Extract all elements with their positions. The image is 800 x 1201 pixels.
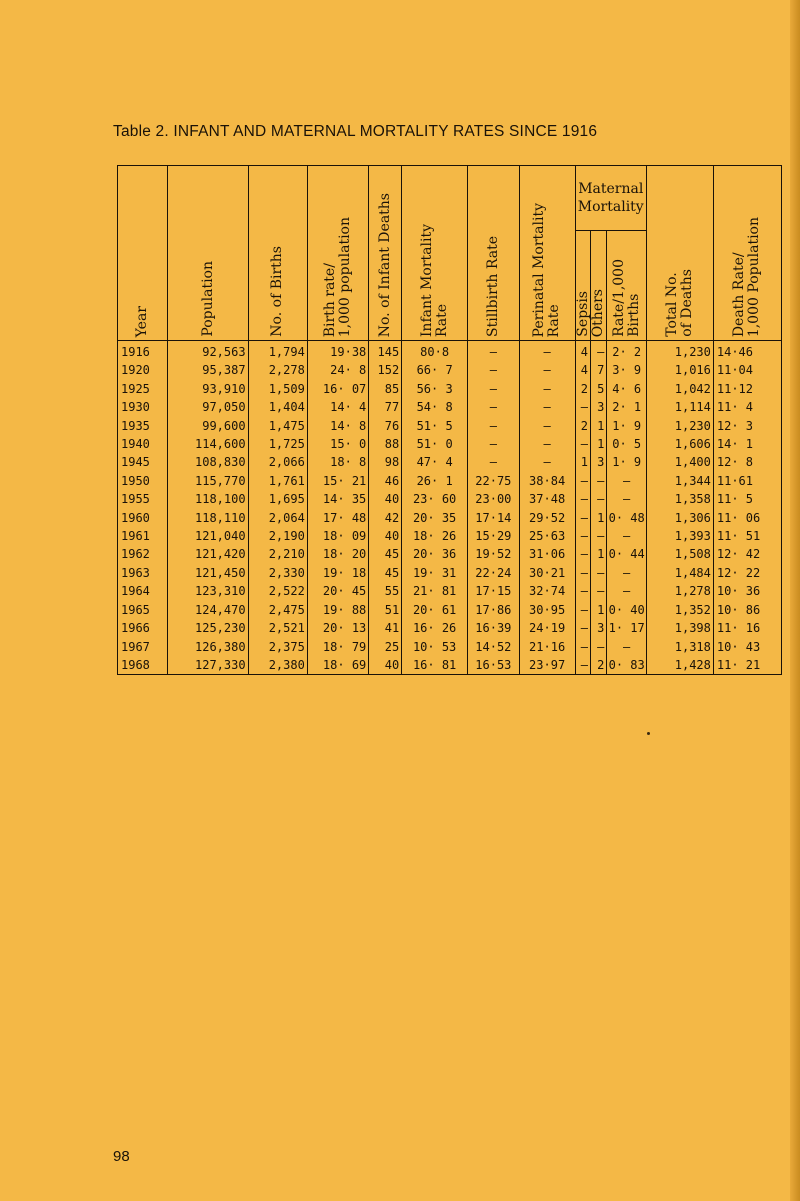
- table-cell: 1,016: [646, 361, 713, 379]
- table-row: [118, 527, 782, 545]
- table-row: [118, 490, 782, 508]
- table-cell: 22·24: [468, 564, 520, 582]
- table-cell: 12· 22: [713, 564, 781, 582]
- table-cell: –: [468, 341, 520, 362]
- table-cell: 2,330: [248, 564, 307, 582]
- table-cell: 80·8: [402, 341, 468, 362]
- table-cell: –: [590, 582, 606, 600]
- table-cell: 1,404: [248, 398, 307, 416]
- table-cell: 1,400: [646, 453, 713, 471]
- table-cell: 3· 9: [607, 361, 647, 379]
- table-cell: 20· 13: [307, 619, 368, 637]
- table-cell: 46: [369, 472, 402, 490]
- table-cell: 22·75: [468, 472, 520, 490]
- table-cell: 17· 48: [307, 509, 368, 527]
- table-cell: 20· 61: [402, 601, 468, 619]
- table-cell: 20· 35: [402, 509, 468, 527]
- table-cell: 11· 16: [713, 619, 781, 637]
- table-cell: 16· 07: [307, 380, 368, 398]
- table-cell: 4: [575, 341, 590, 362]
- table-cell: 51· 5: [402, 417, 468, 435]
- table-cell: 1920: [118, 361, 168, 379]
- table-cell: 118,110: [168, 509, 248, 527]
- table-cell: 1,695: [248, 490, 307, 508]
- header-total-deaths: Total No. of Deaths: [646, 166, 713, 341]
- table-cell: –: [575, 582, 590, 600]
- table-cell: 1,393: [646, 527, 713, 545]
- table-cell: 25: [369, 638, 402, 656]
- table-cell: 99,600: [168, 417, 248, 435]
- table-cell: –: [607, 564, 647, 582]
- table-cell: 31·06: [519, 545, 575, 563]
- table-cell: –: [575, 490, 590, 508]
- table-cell: 11·61: [713, 472, 781, 490]
- table-cell: 0· 44: [607, 545, 647, 563]
- table-cell: 1,042: [646, 380, 713, 398]
- table-cell: 3: [590, 619, 606, 637]
- table-cell: 3: [590, 453, 606, 471]
- table-cell: –: [575, 527, 590, 545]
- table-cell: 30·95: [519, 601, 575, 619]
- table-cell: 0· 48: [607, 509, 647, 527]
- table-cell: 21·16: [519, 638, 575, 656]
- table-row: [118, 564, 782, 582]
- table-cell: 1,761: [248, 472, 307, 490]
- table-cell: 1963: [118, 564, 168, 582]
- table-cell: 23· 60: [402, 490, 468, 508]
- table-cell: 18· 69: [307, 656, 368, 675]
- table-cell: 1: [590, 435, 606, 453]
- header-infant-deaths: No. of Infant Deaths: [369, 166, 402, 341]
- table-cell: 1: [590, 509, 606, 527]
- table-cell: 1: [575, 453, 590, 471]
- table-cell: 45: [369, 564, 402, 582]
- table-cell: 11·12: [713, 380, 781, 398]
- table-cell: 11·04: [713, 361, 781, 379]
- table-cell: 1,278: [646, 582, 713, 600]
- table-cell: 18· 79: [307, 638, 368, 656]
- table-cell: 18· 8: [307, 453, 368, 471]
- table-cell: 118,100: [168, 490, 248, 508]
- table-cell: 19· 18: [307, 564, 368, 582]
- table-cell: –: [468, 361, 520, 379]
- table-cell: 54· 8: [402, 398, 468, 416]
- table-cell: 14·46: [713, 341, 781, 362]
- table-cell: 121,040: [168, 527, 248, 545]
- table-cell: –: [519, 398, 575, 416]
- table-cell: 1,344: [646, 472, 713, 490]
- table-row: [118, 509, 782, 527]
- table-cell: –: [519, 361, 575, 379]
- header-birth-rate: Birth rate/ 1,000 population: [307, 166, 368, 341]
- table-cell: 2,190: [248, 527, 307, 545]
- table-cell: 12· 8: [713, 453, 781, 471]
- table-cell: 1,794: [248, 341, 307, 362]
- table-cell: 1967: [118, 638, 168, 656]
- table-cell: 2,521: [248, 619, 307, 637]
- table-cell: 123,310: [168, 582, 248, 600]
- table-cell: 1,508: [646, 545, 713, 563]
- table-cell: 16·53: [468, 656, 520, 675]
- table-row: [118, 582, 782, 600]
- table-row: [118, 380, 782, 398]
- table-cell: –: [519, 453, 575, 471]
- table-row: [118, 472, 782, 490]
- table-cell: 2,064: [248, 509, 307, 527]
- table-cell: 1: [590, 545, 606, 563]
- header-year: Year: [118, 166, 168, 341]
- table-cell: 66· 7: [402, 361, 468, 379]
- header-death-rate: Death Rate/ 1,000 Population: [713, 166, 781, 341]
- table-cell: 11· 06: [713, 509, 781, 527]
- table-cell: 1,230: [646, 417, 713, 435]
- table-cell: 1· 9: [607, 417, 647, 435]
- table-cell: –: [519, 435, 575, 453]
- table-row: [118, 656, 782, 675]
- table-cell: –: [607, 527, 647, 545]
- table-cell: 2,375: [248, 638, 307, 656]
- table-row: [118, 361, 782, 379]
- table-cell: 1: [590, 417, 606, 435]
- table-cell: 29·52: [519, 509, 575, 527]
- table-cell: 1,475: [248, 417, 307, 435]
- table-cell: 19· 88: [307, 601, 368, 619]
- mortality-table: [117, 165, 782, 675]
- table-cell: 24· 8: [307, 361, 368, 379]
- table-cell: –: [590, 638, 606, 656]
- table-cell: 11· 5: [713, 490, 781, 508]
- table-cell: 51: [369, 601, 402, 619]
- table-cell: 115,770: [168, 472, 248, 490]
- table-cell: 32·74: [519, 582, 575, 600]
- table-cell: 2: [575, 417, 590, 435]
- table-cell: –: [575, 509, 590, 527]
- table-cell: 1,306: [646, 509, 713, 527]
- table-cell: 10· 53: [402, 638, 468, 656]
- table-cell: –: [590, 472, 606, 490]
- table-cell: 10· 36: [713, 582, 781, 600]
- table-cell: –: [590, 527, 606, 545]
- table-cell: 1968: [118, 656, 168, 675]
- table-cell: –: [575, 638, 590, 656]
- table-cell: 1,606: [646, 435, 713, 453]
- table-cell: 124,470: [168, 601, 248, 619]
- table-cell: 93,910: [168, 380, 248, 398]
- table-title: Table 2. INFANT AND MATERNAL MORTALITY RATES SINCE 1916: [113, 123, 598, 140]
- table-cell: 47· 4: [402, 453, 468, 471]
- table-cell: –: [468, 398, 520, 416]
- table-body: [118, 341, 782, 675]
- table-cell: 145: [369, 341, 402, 362]
- table-cell: 14· 8: [307, 417, 368, 435]
- table-cell: –: [519, 380, 575, 398]
- table-cell: 85: [369, 380, 402, 398]
- table-cell: 18· 26: [402, 527, 468, 545]
- table-row: [118, 398, 782, 416]
- table-cell: 23·97: [519, 656, 575, 675]
- table-cell: –: [575, 601, 590, 619]
- table-cell: 1966: [118, 619, 168, 637]
- table-cell: 40: [369, 527, 402, 545]
- table-cell: 1· 9: [607, 453, 647, 471]
- table-cell: 42: [369, 509, 402, 527]
- table-cell: –: [590, 564, 606, 582]
- speck: [647, 732, 650, 735]
- table-cell: 51· 0: [402, 435, 468, 453]
- table-cell: 1,114: [646, 398, 713, 416]
- table-cell: 1: [590, 601, 606, 619]
- table-cell: 1960: [118, 509, 168, 527]
- table-cell: 0· 5: [607, 435, 647, 453]
- table-cell: 26· 1: [402, 472, 468, 490]
- table-cell: 16·39: [468, 619, 520, 637]
- table-cell: 0· 40: [607, 601, 647, 619]
- table-cell: –: [607, 490, 647, 508]
- table-cell: 45: [369, 545, 402, 563]
- table-cell: 19·52: [468, 545, 520, 563]
- table-cell: 14· 1: [713, 435, 781, 453]
- table-cell: 1,509: [248, 380, 307, 398]
- header-maternal-mortality: Maternal Mortality: [575, 166, 646, 231]
- table-cell: –: [575, 619, 590, 637]
- table-cell: 14·52: [468, 638, 520, 656]
- table-row: [118, 435, 782, 453]
- table-cell: 25·63: [519, 527, 575, 545]
- table-cell: 1,428: [646, 656, 713, 675]
- table-cell: 76: [369, 417, 402, 435]
- table-cell: 88: [369, 435, 402, 453]
- table-cell: 55: [369, 582, 402, 600]
- table-cell: 127,330: [168, 656, 248, 675]
- table-cell: 19·38: [307, 341, 368, 362]
- table-cell: 1940: [118, 435, 168, 453]
- table-cell: 41: [369, 619, 402, 637]
- table-cell: 17·14: [468, 509, 520, 527]
- table-cell: –: [468, 380, 520, 398]
- table-cell: –: [607, 472, 647, 490]
- table-cell: 1950: [118, 472, 168, 490]
- table-cell: 4· 6: [607, 380, 647, 398]
- table-cell: 1,725: [248, 435, 307, 453]
- header-perinatal: Perinatal Mortality Rate: [519, 166, 575, 341]
- table-cell: 15· 0: [307, 435, 368, 453]
- table-cell: 19· 31: [402, 564, 468, 582]
- table-row: [118, 453, 782, 471]
- table-row: [118, 619, 782, 637]
- header-stillbirth: Stillbirth Rate: [468, 166, 520, 341]
- table-cell: 3: [590, 398, 606, 416]
- table-cell: 1925: [118, 380, 168, 398]
- table-cell: 1955: [118, 490, 168, 508]
- table-cell: 38·84: [519, 472, 575, 490]
- table-cell: 121,420: [168, 545, 248, 563]
- table-cell: 56· 3: [402, 380, 468, 398]
- table-cell: 15· 21: [307, 472, 368, 490]
- table-cell: 97,050: [168, 398, 248, 416]
- header-births: No. of Births: [248, 166, 307, 341]
- table-cell: 20· 36: [402, 545, 468, 563]
- table-cell: 18· 20: [307, 545, 368, 563]
- table-cell: –: [468, 435, 520, 453]
- table-cell: 11· 21: [713, 656, 781, 675]
- table-cell: 1,398: [646, 619, 713, 637]
- table-cell: 1916: [118, 341, 168, 362]
- table-cell: 40: [369, 490, 402, 508]
- table-cell: 17·86: [468, 601, 520, 619]
- table-cell: –: [607, 582, 647, 600]
- table-cell: 14· 4: [307, 398, 368, 416]
- table-row: [118, 601, 782, 619]
- table-cell: –: [575, 398, 590, 416]
- table-cell: 92,563: [168, 341, 248, 362]
- table-cell: 0· 83: [607, 656, 647, 675]
- table-cell: 21· 81: [402, 582, 468, 600]
- table-row: [118, 638, 782, 656]
- table-cell: 37·48: [519, 490, 575, 508]
- table-cell: 18· 09: [307, 527, 368, 545]
- table-cell: 1962: [118, 545, 168, 563]
- table-cell: 1,352: [646, 601, 713, 619]
- table-cell: 10· 86: [713, 601, 781, 619]
- table-cell: 14· 35: [307, 490, 368, 508]
- table-cell: 24·19: [519, 619, 575, 637]
- table-cell: –: [575, 656, 590, 675]
- table-cell: –: [590, 490, 606, 508]
- table-cell: 1961: [118, 527, 168, 545]
- table-cell: 4: [575, 361, 590, 379]
- table-cell: –: [575, 564, 590, 582]
- header-population: Population: [168, 166, 248, 341]
- table-cell: 121,450: [168, 564, 248, 582]
- table-cell: 1,358: [646, 490, 713, 508]
- table-cell: –: [575, 545, 590, 563]
- table-cell: –: [519, 341, 575, 362]
- table-row: [118, 545, 782, 563]
- table-cell: 1930: [118, 398, 168, 416]
- table-cell: 2· 1: [607, 398, 647, 416]
- table-cell: 15·29: [468, 527, 520, 545]
- table-cell: –: [590, 341, 606, 362]
- table-cell: 108,830: [168, 453, 248, 471]
- table-cell: 2: [590, 656, 606, 675]
- page-edge-shadow: [790, 0, 800, 1201]
- header-others: Others: [590, 231, 606, 341]
- table-cell: 2,278: [248, 361, 307, 379]
- table-cell: –: [519, 417, 575, 435]
- table-cell: –: [575, 435, 590, 453]
- table-cell: 23·00: [468, 490, 520, 508]
- table-cell: 11· 51: [713, 527, 781, 545]
- header-sepsis: Sepsis: [575, 231, 590, 341]
- table-row: [118, 417, 782, 435]
- table-cell: 1· 17: [607, 619, 647, 637]
- header-maternal-rate: Rate/1,000 Births: [607, 231, 647, 341]
- table-cell: –: [468, 417, 520, 435]
- table-cell: 11· 4: [713, 398, 781, 416]
- table-cell: 16· 81: [402, 656, 468, 675]
- header-infant-mortality: Infant Mortality Rate: [402, 166, 468, 341]
- table-cell: –: [607, 638, 647, 656]
- table-cell: 20· 45: [307, 582, 368, 600]
- table-cell: 12· 3: [713, 417, 781, 435]
- table-cell: 7: [590, 361, 606, 379]
- table-cell: 2,522: [248, 582, 307, 600]
- table-cell: 152: [369, 361, 402, 379]
- table-cell: 98: [369, 453, 402, 471]
- table-cell: 2: [575, 380, 590, 398]
- table-cell: 95,387: [168, 361, 248, 379]
- table-cell: 12· 42: [713, 545, 781, 563]
- table-cell: 1,318: [646, 638, 713, 656]
- table-cell: 1,230: [646, 341, 713, 362]
- table-cell: 125,230: [168, 619, 248, 637]
- table-cell: 1935: [118, 417, 168, 435]
- table-cell: 1,484: [646, 564, 713, 582]
- page-number: 98: [113, 1148, 130, 1165]
- table-cell: 1964: [118, 582, 168, 600]
- table-cell: 114,600: [168, 435, 248, 453]
- table-cell: 1965: [118, 601, 168, 619]
- table-cell: 2,066: [248, 453, 307, 471]
- table-cell: 2,380: [248, 656, 307, 675]
- table-cell: 40: [369, 656, 402, 675]
- table-cell: 30·21: [519, 564, 575, 582]
- table-cell: 10· 43: [713, 638, 781, 656]
- table-cell: 77: [369, 398, 402, 416]
- table-cell: 1945: [118, 453, 168, 471]
- table-cell: 16· 26: [402, 619, 468, 637]
- table-cell: –: [468, 453, 520, 471]
- table-cell: 17·15: [468, 582, 520, 600]
- table-cell: –: [575, 472, 590, 490]
- table-cell: 2,475: [248, 601, 307, 619]
- table-cell: 5: [590, 380, 606, 398]
- table-cell: 2· 2: [607, 341, 647, 362]
- table-cell: 126,380: [168, 638, 248, 656]
- table-cell: 2,210: [248, 545, 307, 563]
- table-row: [118, 341, 782, 362]
